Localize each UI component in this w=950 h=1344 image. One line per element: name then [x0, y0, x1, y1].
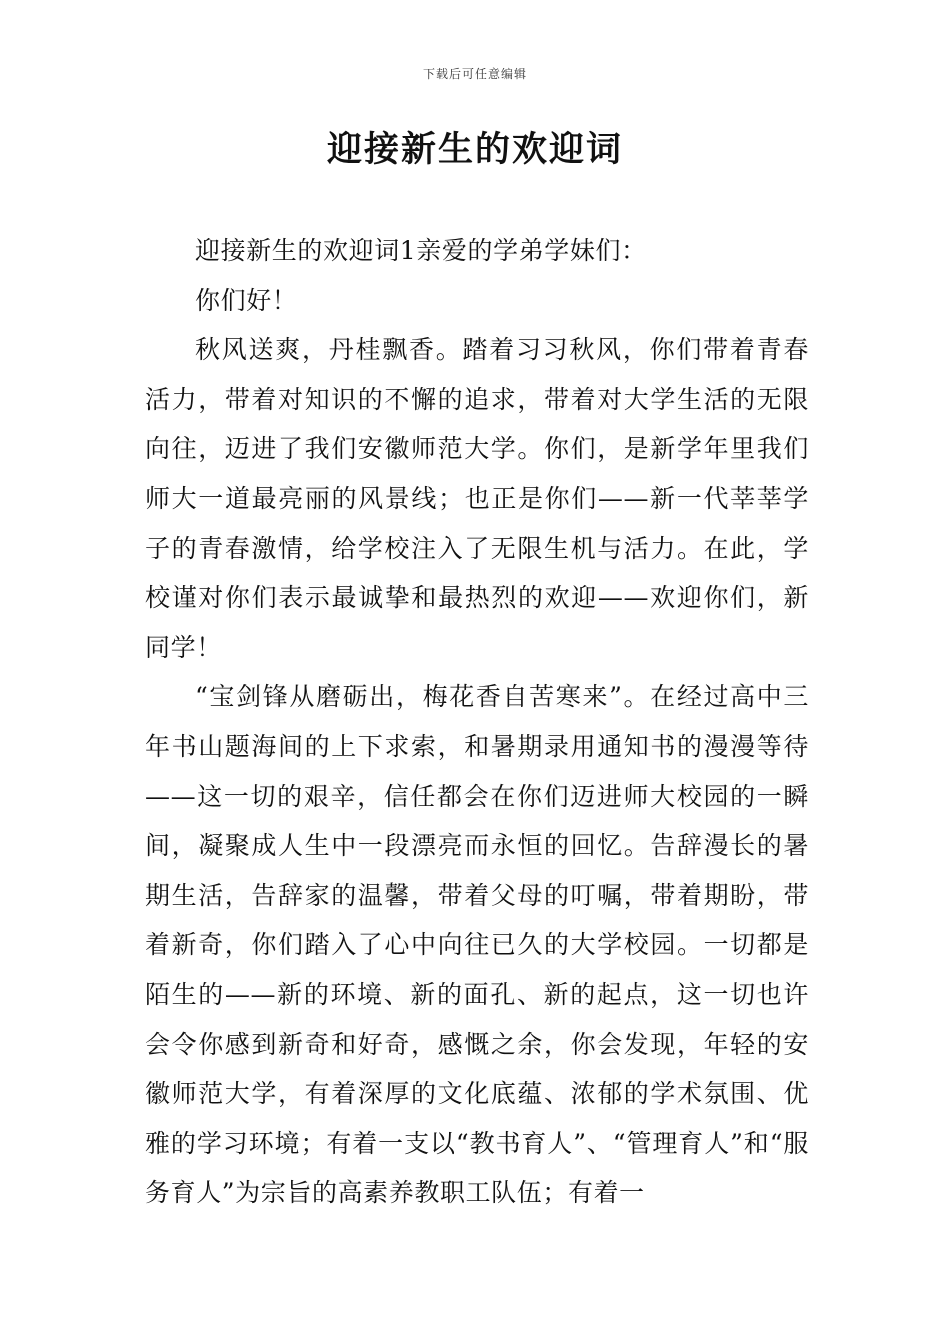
paragraph-welcome: 秋风送爽，丹桂飘香。踏着习习秋风，你们带着青春活力，带着对知识的不懈的追求，带着对大学生活的无限向往，迈进了我们安徽师范大学。你们，是新学年里我们师大一道最亮丽的风景线；也正是你们——新一代莘莘学子的青春激情，给学校注入了无限生机与活力。在此，学校谨对你们表示最诚挚和最热烈的欢迎——欢迎你们，新同学！ [145, 335, 809, 662]
document-title: 迎接新生的欢迎词 [326, 130, 623, 170]
paragraph-greeting: 你们好！ [195, 285, 298, 315]
document-body [145, 226, 809, 1218]
paragraph-salutation: 迎接新生的欢迎词1亲爱的学弟学妹们： [195, 236, 647, 265]
header-note: 下载后可任意编辑 [422, 67, 527, 81]
paragraph-quote: “宝剑锋从磨砺出，梅花香自苦寒来”。在经过高中三年书山题海间的上下求索，和暑期录用通知书的漫漫等待——这一切的艰辛，信任都会在你们迈进师大校园的一瞬间，凝聚成人生中一段漂亮而永恒的回忆。告辞漫长的暑期生活，告辞家的温馨，带着父母的叮嘱，带着期盼，带着新奇，你们踏入了心中向往已久的大学校园。一切都是陌生的——新的环境、新的面孔、新的起点，这一切也许会令你感到新奇和好奇，感慨之余，你会发现，年轻的安徽师范大学，有着深厚的文化底蕴、浓郁的学术氛围、优雅的学习环境；有着一支以“教书育人”、“管理育人”和“服务育人”为宗旨的高素养教职工队伍；有着一 [145, 682, 809, 1208]
